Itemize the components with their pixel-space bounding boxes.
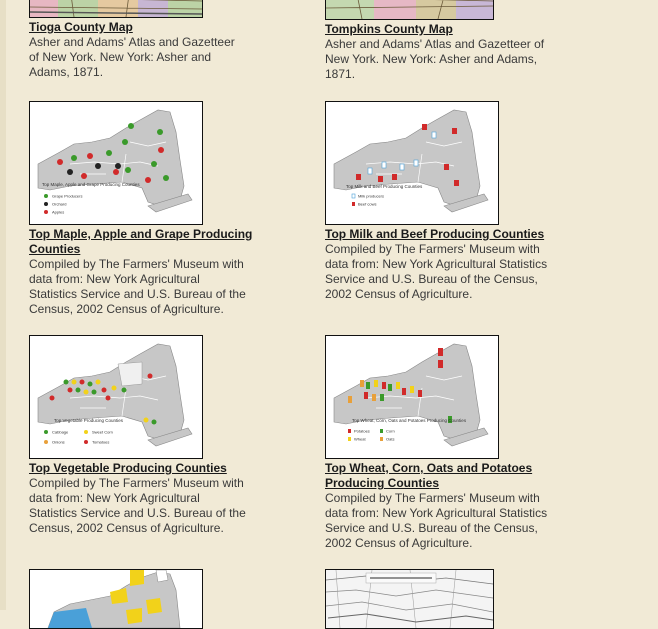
- gallery-item-maple-apple-grape: [29, 101, 261, 317]
- tompkins-map-image: [326, 0, 493, 19]
- map-title: Top Vegetable Producing Counties: [54, 418, 124, 423]
- item-description: Asher and Adams' Atlas and Gazetteer of New York. New York: Asher and Adams, 1871.: [29, 35, 235, 79]
- map-title: Top Milk and Beef Producing Counties: [346, 184, 423, 189]
- legend-label: Sweet Corn: [92, 429, 113, 435]
- gallery-item-milk-beef: [325, 101, 557, 302]
- item-description: Compiled by The Farmers' Museum with data from: New York Agricultural Statistics Service and U.S. Bureau of the Census, 2002 Census of Agriculture.: [29, 476, 246, 535]
- legend-label: Onions: [52, 439, 65, 445]
- tioga-map-image: [30, 0, 202, 17]
- legend-label: Orchard: [52, 201, 67, 207]
- legend-label: Corn: [386, 428, 395, 434]
- item-title[interactable]: Top Milk and Beef Producing Counties: [325, 227, 545, 241]
- item-description: Asher and Adams' Atlas and Gazetteer of New York. New York: Asher and Adams, 1871.: [325, 37, 545, 81]
- wheat-corn-oats-potatoes-map-image: [326, 336, 498, 458]
- item-description: Compiled by The Farmers' Museum with data from: New York Agricultural Statistics Service and U.S. Bureau of the Census, 2002 Census of Agriculture.: [325, 491, 548, 550]
- item-title[interactable]: Tompkins County Map: [325, 22, 453, 36]
- legend-label: Beef cows: [358, 201, 377, 207]
- gallery-item-partial-left: [29, 569, 261, 629]
- legend-label: Apples: [52, 209, 65, 215]
- vegetable-map-thumbnail[interactable]: [29, 335, 203, 459]
- colored-map-image: [30, 570, 202, 628]
- maple-apple-grape-map-image: [30, 102, 202, 224]
- tompkins-map-thumbnail[interactable]: [325, 0, 494, 20]
- item-title[interactable]: Top Vegetable Producing Counties: [29, 461, 227, 475]
- gallery-item-vegetable: [29, 335, 261, 536]
- legend-label: Cabbage: [52, 429, 69, 435]
- legend-label: Grape Producers: [52, 193, 83, 199]
- item-description: Compiled by The Farmers' Museum with data from: New York Agricultural Statistics Service and U.S. Bureau of the Census, 2002 Census of Agriculture.: [29, 257, 246, 316]
- maple-apple-grape-map-thumbnail[interactable]: [29, 101, 203, 225]
- item-description: Compiled by The Farmers' Museum with data from: New York Agricultural Statistics Service and U.S. Bureau of the Census, 2002 Census of Agriculture.: [325, 242, 548, 301]
- item-title[interactable]: Top Maple, Apple and Grape Producing Counties: [29, 227, 253, 256]
- map-title: Top Maple, Apple and Grape Producing Counties: [42, 182, 140, 187]
- milk-beef-map-thumbnail[interactable]: [325, 101, 499, 225]
- map-title: Top Wheat, Corn, Oats and Potatoes Producing Counties: [352, 418, 467, 423]
- tioga-map-thumbnail[interactable]: [29, 0, 203, 18]
- legend-label: Milk producers: [358, 193, 385, 199]
- item-title[interactable]: Tioga County Map: [29, 20, 133, 34]
- gallery-item-tioga: [29, 0, 261, 80]
- legend-label: Oats: [386, 436, 395, 442]
- legend-label: Potatoes: [354, 428, 370, 434]
- gallery-item-wheat-corn-oats-potatoes: [325, 335, 557, 551]
- wheat-corn-oats-potatoes-map-thumbnail[interactable]: [325, 335, 499, 459]
- gallery-item-tompkins: [325, 0, 557, 82]
- legend-label: Tomatoes: [92, 439, 110, 445]
- partial-map-thumbnail-left[interactable]: [29, 569, 203, 629]
- milk-beef-map-image: [326, 102, 498, 224]
- gallery-item-partial-right: [325, 569, 557, 629]
- engraved-map-image: [326, 570, 493, 628]
- vegetable-map-image: [30, 336, 202, 458]
- item-title[interactable]: Top Wheat, Corn, Oats and Potatoes Producing Counties: [325, 461, 533, 490]
- left-border: [0, 0, 6, 610]
- partial-map-thumbnail-right[interactable]: [325, 569, 494, 629]
- legend-label: Wheat: [354, 436, 366, 442]
